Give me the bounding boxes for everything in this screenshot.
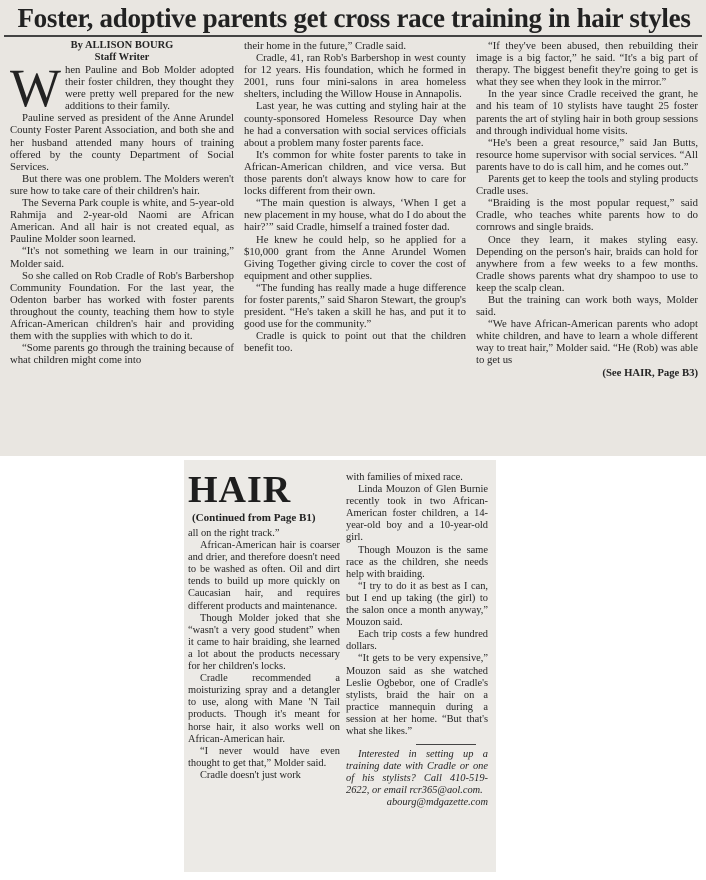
- paragraph: “Some parents go through the training because of what children might come into: [10, 342, 234, 367]
- paragraph: Cradle recommended a moisturizing spray and a detangler to use, along with Mane 'N Tail products. Though it's meant for horse hair, it also works well on African-American hair.: [188, 673, 340, 745]
- paragraph: Last year, he was cutting and styling hair at the county-sponsored Homeless Resource Day when he had a conversation with social services officials about a problem many foster parents face.: [244, 100, 466, 149]
- paragraph: Once they learn, it makes styling easy. Depending on the person's hair, braids can hold for anywhere from a few weeks to a few months. Cradle shows parents what dry shampoo to use to keep the scalp clean.: [476, 233, 698, 294]
- paragraph: Parents get to keep the tools and styling products Cradle uses.: [476, 173, 698, 198]
- drop-cap: W: [10, 58, 61, 118]
- continued-from-label: (Continued from Page B1): [192, 512, 316, 524]
- paragraph: all on the right track.”: [188, 528, 280, 539]
- paragraph: Cradle is quick to point out that the children benefit too.: [244, 330, 466, 355]
- headline-rule: [4, 35, 702, 37]
- article-column-2: [244, 40, 466, 354]
- paragraph: He knew he could help, so he applied for a $10,000 grant from the Anne Arundel Women Giving Together giving circle to cover the cost of equipment and other supplies.: [244, 233, 466, 282]
- article-column-3: [476, 40, 698, 379]
- byline-role: Staff Writer: [94, 52, 150, 63]
- paragraph: But the training can work both ways, Molder said.: [476, 293, 698, 319]
- author-email: abourg@mdgazette.com: [386, 797, 488, 809]
- paragraph: Linda Mouzon of Glen Burnie recently took in two African-American foster children, a 14-year-old boy and a 10-year-old girl.: [346, 484, 488, 544]
- paragraph: The Severna Park couple is white, and 5-year-old Rahmija and 2-year-old Naomi are African American. And all hair is not created equal, as Pauline Molder soon learned.: [10, 197, 234, 246]
- paragraph: with families of mixed race.: [346, 472, 463, 483]
- paragraph: “The main question is always, ‘When I get a new placement in my house, what do I do about the hair?’” said Cradle, himself a trained foster dad.: [244, 197, 466, 234]
- paragraph: “I try to do it as best as I can, but I end up taking (the girl) to the salon once a month anyway,” Mouzon said.: [346, 580, 488, 629]
- paragraph: Though Molder joked that she “wasn't a very good student” when it came to hair braiding, she learned a lot about the products necessary for her children's locks.: [188, 612, 340, 673]
- paragraph: “I never would have even thought to get that,” Molder said.: [188, 745, 340, 769]
- paragraph: So she called on Rob Cradle of Rob's Barbershop Community Foundation. For the last year, the Odenton barber has worked with foster parents throughout the county, teaching them how to style African-American children's hair and providing them with the supplies with which to do it.: [10, 269, 234, 343]
- note-divider: [416, 744, 476, 745]
- lead-paragraph: [10, 58, 234, 118]
- paragraph: But there was one problem. The Molders weren't sure how to take care of their children's hair.: [10, 172, 234, 197]
- headline: Foster, adoptive parents get cross race training in hair styles: [17, 3, 691, 33]
- paragraph: In the year since Cradle received the grant, he and his team of 10 stylists have taught 25 foster parents the art of styling hair in both group sessions and through individual home visits.: [476, 88, 698, 137]
- paragraph: “He's been a great resource,” said Jan Butts, resource home supervisor with social services. “All parents have to do is call him, and he comes out.”: [476, 136, 698, 173]
- paragraph: “We have African-American parents who adopt white children, and have to learn a whole different way to treat hair,” Molder said. “He (Rob) was able to get us: [476, 318, 698, 367]
- paragraph: “It's not something we learn in our training,” Molder said.: [10, 245, 234, 270]
- paragraph: Cradle doesn't just work: [200, 769, 301, 781]
- jump-column-2: [346, 472, 488, 810]
- paragraph: “If they've been abused, then rebuilding their image is a big factor,” he said. “It's a big part of therapy. The biggest benefit they're going to get is what they see when they look in the mirror.”: [476, 40, 698, 89]
- contact-note: Interested in setting up a training date with Cradle or one of his stylists? Call 410-519-2622, or email rcr365@aol.com.: [346, 749, 488, 797]
- paragraph: Though Mouzon is the same race as the children, she needs help with braiding.: [346, 544, 488, 580]
- byline-author: By ALLISON BOURG: [70, 40, 174, 51]
- lead-text: hen Pauline and Bob Molder adopted their foster children, they thought they were pretty well prepared for the new additions to their family.: [64, 64, 234, 113]
- paragraph: “The funding has really made a huge difference for foster parents,” said Sharon Stewart, the group's president. “He's taken a skill he has, and put it to good use for the community.”: [244, 281, 466, 331]
- paragraph: African-American hair is coarser and drier, and therefore doesn't need to be washed as often. Oil and dirt tends to build up more quickly on Caucasian hair, and requires different products and maintenance.: [188, 540, 340, 612]
- jump-title: HAIR: [188, 469, 292, 511]
- paragraph: their home in the future,” Cradle said.: [244, 40, 407, 52]
- jump-column-1: [188, 528, 340, 782]
- paragraph: It's common for white foster parents to take in African-American children, and vice versa. But those parents don't always know how to care for locks different from their own.: [244, 148, 466, 198]
- paragraph: “Braiding is the most popular request,” said Cradle, who teaches white parents how to do cornrows and single braids.: [476, 197, 698, 234]
- see-jump-reference: (See HAIR, Page B3): [602, 366, 698, 379]
- paragraph: Pauline served as president of the Anne Arundel County Foster Parent Association, and both she and her husband attended many hours of training offered by the county Department of Social Services.: [10, 112, 234, 173]
- paragraph: Cradle, 41, ran Rob's Barbershop in west county for 12 years. His foundation, which he formed in 2001, runs four mini-salons in area homeless shelters, including the Willow House in Annapolis.: [244, 52, 466, 101]
- paragraph: “It gets to be very expensive,” Mouzon said as she watched Leslie Ogbebor, one of Cradle's stylists, braid the hair on a practice mannequin during a session at her home. “But that's what she likes.”: [346, 653, 488, 737]
- article-column-1: [10, 40, 234, 366]
- paragraph: Each trip costs a few hundred dollars.: [346, 629, 488, 653]
